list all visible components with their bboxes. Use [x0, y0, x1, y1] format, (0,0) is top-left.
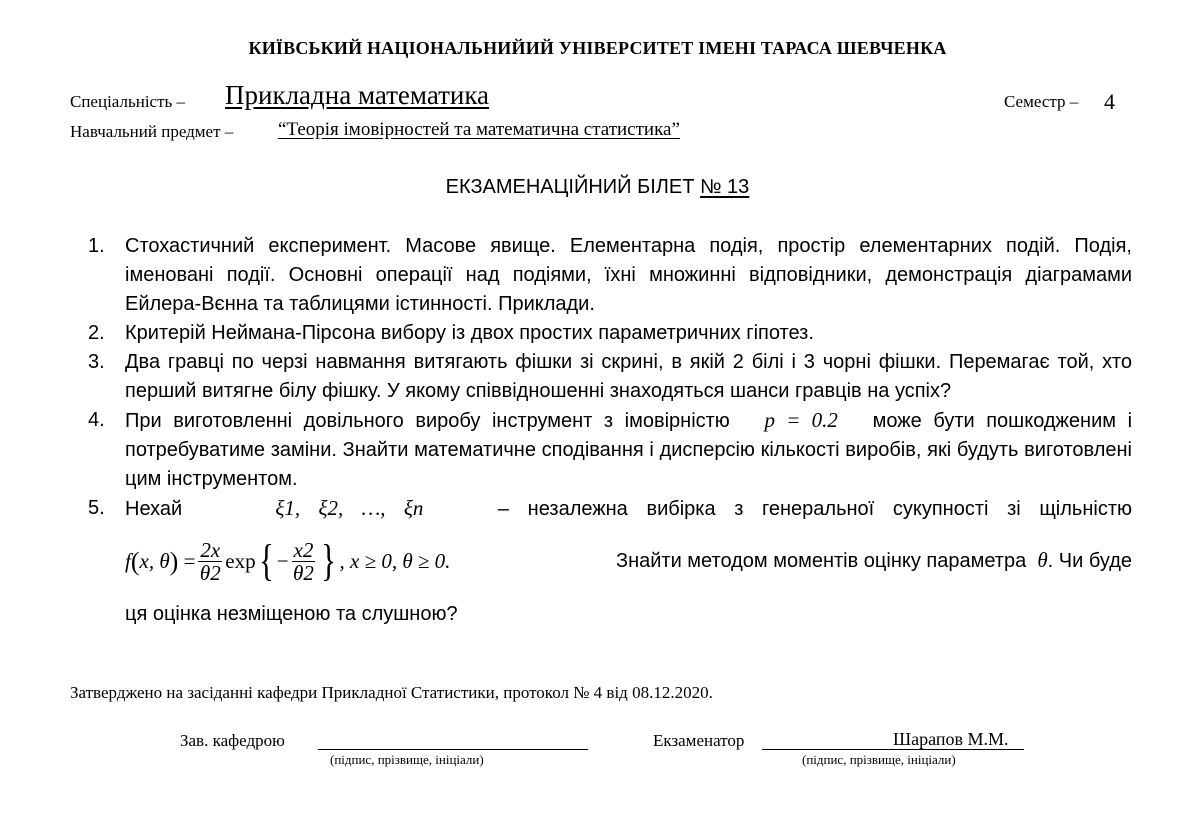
density-formula: f ( x, θ ) = $\frac{2x}{\theta 2}$ exp { − $\frac{x2}{\theta 2}$ } , x ≥ 0, θ ≥ 0.	[125, 536, 451, 585]
question-2	[88, 319, 1132, 348]
question-number: 5.	[88, 497, 105, 519]
density-line: f ( x, θ ) = $\frac{2x}{\theta 2}$ exp { − $\frac{x2}{\theta 2}$ } , x ≥ 0, θ ≥ 0. Знайти методом моментів оцінку параметра θ. Чи буде	[125, 536, 1132, 585]
question-number: 2.	[88, 322, 105, 344]
subject-value: “Теорія імовірностей та математична статистика”	[278, 119, 680, 140]
examiner-label: Екзаменатор	[653, 731, 745, 750]
specialty-label: Спеціальність –	[70, 92, 186, 111]
question-5	[88, 494, 1132, 629]
ticket-title	[0, 176, 1195, 199]
question-5-text-before: Нехай	[125, 498, 183, 520]
ticket-number: № 13	[700, 176, 750, 198]
question-number: 1.	[88, 235, 105, 257]
question-1	[88, 232, 1132, 319]
ticket-title-text: ЕКЗАМЕНАЦІЙНИЙ БІЛЕТ	[445, 176, 695, 198]
question-text	[125, 406, 1132, 494]
question-number: 4.	[88, 409, 105, 431]
questions-list	[88, 232, 1132, 629]
semester-value: 4	[1104, 89, 1115, 114]
examiner-signature-hint: (підпис, прізвище, ініціали)	[802, 752, 956, 767]
question-text: Критерій Неймана-Пірсона вибору із двох простих параметричних гіпотез.	[125, 322, 814, 344]
question-text	[125, 494, 1132, 629]
question-4-text-before: При виготовленні довільного виробу інструмент з імовірністю	[125, 410, 730, 432]
probability-formula: p = 0.2	[764, 408, 838, 432]
question-text: Два гравці по черзі навмання витягають фішки зі скрині, в якій 2 білі і 3 чорні фішки. Перемагає той, хто перший витягне білу фішку. У якому співвідношенні знаходяться шанси гравців на успіх?	[125, 351, 1132, 402]
question-4-text-after: може бути пошкодженим і потребуватиме заміни. Знайти математичне сподівання і дисперсію кількості виробів, які будуть виготовлені цим інструментом.	[125, 410, 1133, 490]
question-4	[88, 406, 1132, 494]
subject-label: Навчальний предмет –	[70, 122, 234, 141]
approval-note: Затверджено на засіданні кафедри Прикладної Статистики, протокол № 4 від 08.12.2020.	[70, 683, 713, 702]
university-title: КИЇВСЬКИЙ НАЦІОНАЛЬНИЙИЙ УНІВЕРСИТЕТ ІМЕНІ ТАРАСА ШЕВЧЕНКА	[248, 38, 947, 58]
head-of-department-label: Зав. кафедрою	[180, 731, 285, 750]
parameter-theta: θ	[1037, 548, 1048, 572]
specialty-value: Прикладна математика	[225, 80, 490, 110]
question-5-last-line: ця оцінка незміщеною та слушною?	[125, 603, 458, 625]
question-3	[88, 348, 1132, 406]
head-signature-hint: (підпис, прізвище, ініціали)	[330, 752, 484, 767]
question-5-text-after: – незалежна вибірка з генеральної сукупності зі щільністю	[497, 498, 1132, 520]
examiner-name: Шарапов М.М.	[893, 729, 1009, 749]
question-number: 3.	[88, 351, 105, 373]
semester-label: Семестр –	[1004, 92, 1079, 111]
question-text: Стохастичний експеримент. Масове явище. Елементарна подія, простір елементарних подій. Подія, іменовані події. Основні операції над подіями, їхні множинні відповідники, демонстрація діаграмами Ейлера-Вєнна та таблицями істинності. Приклади.	[125, 235, 1132, 315]
head-signature-line	[318, 748, 588, 750]
sample-formula: ξ1, ξ2, …, ξn	[275, 496, 424, 520]
